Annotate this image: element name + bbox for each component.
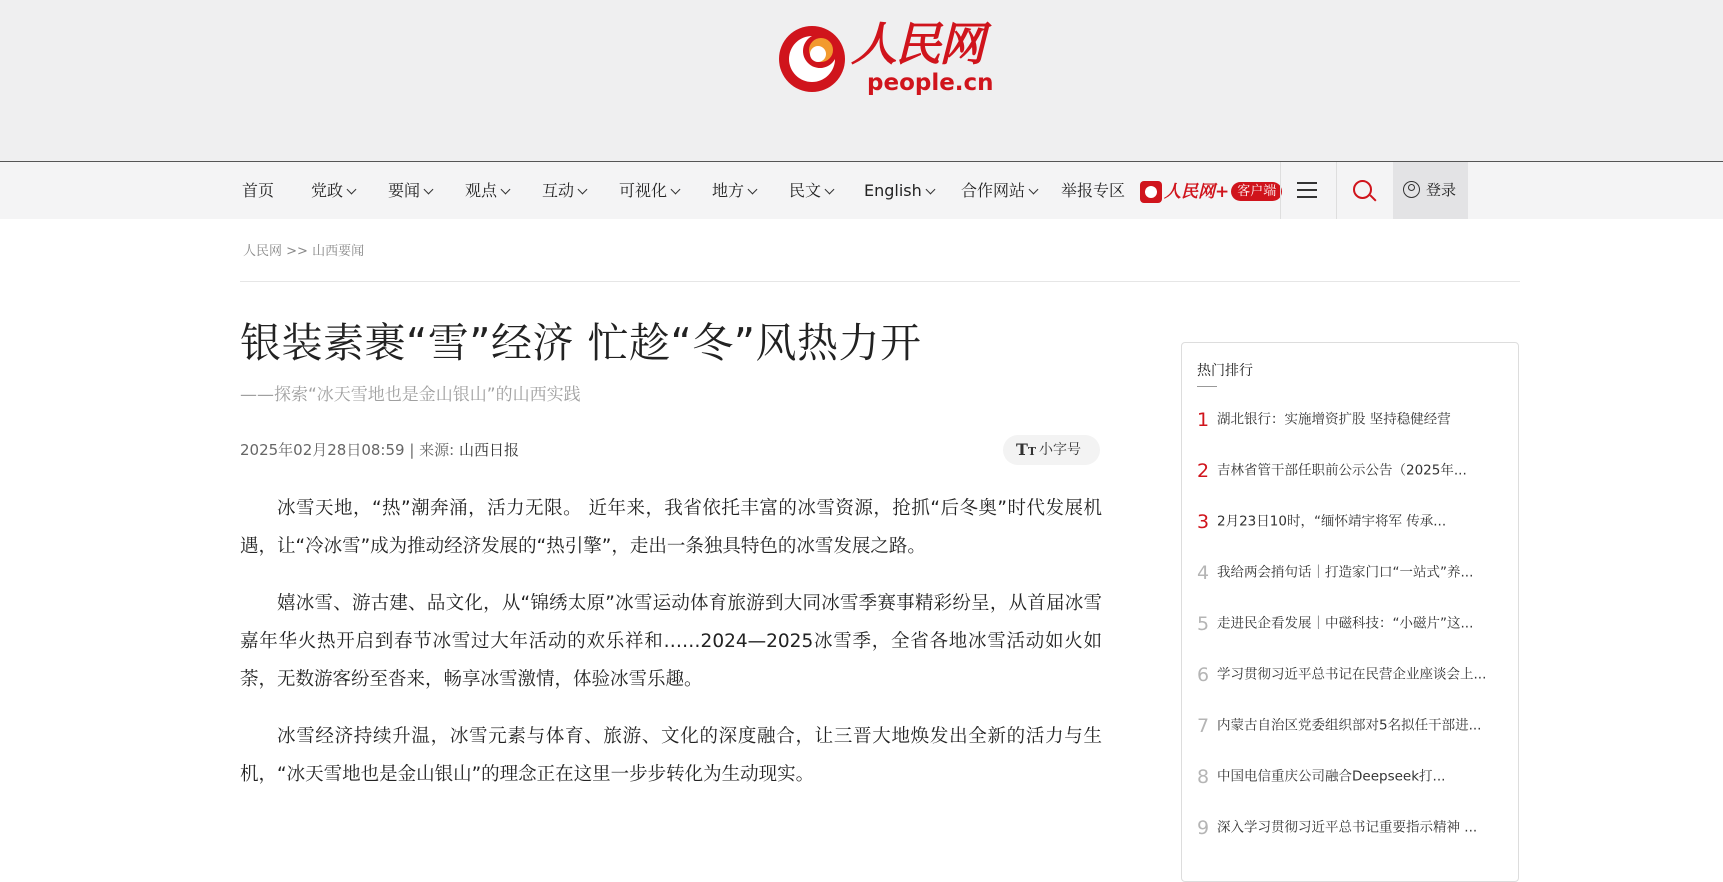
people-cn-logo[interactable] — [775, 14, 995, 104]
source-label: | 来源: — [409, 441, 455, 459]
login-button[interactable] — [1393, 162, 1468, 219]
article-paragraph: 嬉冰雪、游古建、品文化，从“锦绣太原”冰雪运动体育旅游到大同冰雪季赛事精彩纷呈，从首届冰雪嘉年华火热开启到春节冰雪过大年活动的欢乐祥和……2024—2025冰雪季，全省各地冰雪活动如火如荼，无数游客纷至沓来，畅享冰雪激情，体验冰雪乐趣。 — [240, 593, 1102, 690]
rank-number: 7 — [1197, 714, 1210, 737]
ranking-item[interactable] — [1197, 458, 1467, 482]
nav-item-label: 首页 — [242, 181, 275, 200]
rank-number: 5 — [1197, 612, 1210, 635]
ranking-item-text: 我给两会捎句话｜打造家门口“一站式”养... — [1217, 564, 1474, 581]
nav-item-news[interactable] — [388, 162, 432, 219]
chevron-down-icon — [347, 185, 357, 195]
ranking-item-text: 学习贯彻习近平总书记在民营企业座谈会上... — [1217, 666, 1487, 683]
ranking-item[interactable] — [1197, 611, 1473, 635]
rank-number: 3 — [1197, 510, 1210, 533]
rank-number: 2 — [1197, 459, 1210, 482]
article-source-link[interactable]: 山西日报 — [459, 441, 520, 459]
nav-item-label: 民文 — [789, 181, 822, 200]
login-label: 登录 — [1426, 181, 1457, 199]
nav-item-ethnic[interactable] — [789, 162, 833, 219]
nav-item-label: 党政 — [311, 181, 344, 200]
nav-item-label: 举报专区 — [1061, 181, 1126, 200]
ranking-item[interactable] — [1197, 509, 1446, 533]
chevron-down-icon — [578, 185, 588, 195]
rank-number: 4 — [1197, 561, 1210, 584]
chevron-down-icon — [501, 185, 511, 195]
people-app-icon — [1140, 181, 1162, 203]
chevron-down-icon — [925, 185, 935, 195]
article-body — [240, 490, 1102, 813]
hamburger-line — [1297, 196, 1317, 198]
article-paragraph: 冰雪经济持续升温，冰雪元素与体育、旅游、文化的深度融合，让三晋大地焕发出全新的活力与生机，“冰天雪地也是金山银山”的理念正在这里一步步转化为生动现实。 — [240, 726, 1102, 785]
site-header — [0, 0, 1723, 161]
font-size-label: 小字号 — [1039, 442, 1081, 458]
hamburger-line — [1297, 189, 1317, 191]
breadcrumb-separator: >> — [286, 244, 308, 259]
client-badge: 客户端 — [1231, 182, 1282, 201]
title-underline — [1197, 386, 1217, 387]
chevron-down-icon — [825, 185, 835, 195]
nav-item-label: 互动 — [542, 181, 575, 200]
rank-number: 6 — [1197, 663, 1210, 686]
nav-item-label: 地方 — [712, 181, 745, 200]
main-nav — [0, 161, 1723, 219]
nav-item-local[interactable] — [712, 162, 756, 219]
user-icon — [1403, 181, 1420, 198]
breadcrumb-divider — [240, 281, 1520, 282]
rank-number: 9 — [1197, 816, 1210, 839]
nav-item-report[interactable] — [1061, 162, 1125, 219]
breadcrumb-section-link[interactable]: 山西要闻 — [312, 244, 365, 259]
hamburger-line — [1297, 182, 1317, 184]
nav-item-home[interactable] — [242, 162, 274, 219]
article-title: 银装素裹“雪”经济 忙趁“冬”风热力开 — [240, 319, 922, 367]
chevron-down-icon — [671, 185, 681, 195]
nav-item-opinion[interactable] — [465, 162, 509, 219]
hot-ranking-panel — [1181, 342, 1519, 882]
ranking-item-text: 中国电信重庆公司融合Deepseek打... — [1217, 768, 1446, 785]
nav-item-label: 观点 — [465, 181, 498, 200]
breadcrumb — [243, 240, 364, 259]
ranking-item-text: 走进民企看发展｜中磁科技：“小磁片”这... — [1217, 615, 1474, 632]
ranking-item[interactable] — [1197, 764, 1445, 788]
logo-chinese-text: 人民网 — [851, 17, 983, 71]
text-size-icon: TT — [1016, 440, 1037, 459]
chevron-down-icon — [424, 185, 434, 195]
rank-number: 8 — [1197, 765, 1210, 788]
rank-number: 1 — [1197, 408, 1210, 431]
nav-item-partners[interactable] — [961, 162, 1037, 219]
ranking-item-text: 2月23日10时，“缅怀靖宇将军 传承... — [1217, 513, 1447, 530]
ranking-item[interactable] — [1197, 815, 1477, 839]
chevron-down-icon — [1029, 185, 1039, 195]
nav-item-party[interactable] — [311, 162, 355, 219]
nav-item-visual[interactable] — [619, 162, 679, 219]
logo-english-text: people.cn — [867, 70, 994, 96]
article-subtitle: ——探索“冰天雪地也是金山银山”的山西实践 — [240, 385, 581, 405]
nav-item-interact[interactable] — [542, 162, 586, 219]
article-datetime: 2025年02月28日08:59 — [240, 441, 405, 459]
hot-ranking-title: 热门排行 — [1197, 363, 1253, 379]
ranking-item[interactable] — [1197, 407, 1451, 431]
ranking-item-text: 吉林省管干部任职前公示公告（2025年... — [1217, 462, 1467, 479]
nav-item-english[interactable] — [864, 162, 934, 219]
menu-button[interactable] — [1281, 162, 1337, 219]
nav-item-label: 可视化 — [619, 181, 668, 200]
app-name: 人民网+ — [1164, 181, 1230, 202]
search-icon-handle — [1369, 194, 1376, 201]
ranking-item-text: 湖北银行：实施增资扩股 坚持稳健经营 — [1217, 411, 1451, 428]
ranking-item[interactable] — [1197, 662, 1486, 686]
nav-item-label: 要闻 — [388, 181, 421, 200]
font-size-toggle[interactable] — [1003, 435, 1100, 465]
ranking-item[interactable] — [1197, 560, 1473, 584]
ranking-item-text: 深入学习贯彻习近平总书记重要指示精神 ... — [1217, 819, 1478, 836]
chevron-down-icon — [748, 185, 758, 195]
article-meta — [240, 439, 519, 460]
nav-item-label: English — [864, 181, 922, 200]
app-download-link[interactable] — [1140, 178, 1282, 204]
search-button[interactable] — [1337, 162, 1393, 219]
ranking-item[interactable] — [1197, 713, 1481, 737]
logo-swirl-icon — [775, 22, 849, 96]
ranking-item-text: 内蒙古自治区党委组织部对5名拟任干部进... — [1217, 717, 1482, 734]
breadcrumb-home-link[interactable]: 人民网 — [243, 244, 283, 259]
nav-item-label: 合作网站 — [961, 181, 1026, 200]
article-paragraph: 冰雪天地，“热”潮奔涌，活力无限。 近年来，我省依托丰富的冰雪资源，抢抓“后冬奥”时代发展机遇，让“冷冰雪”成为推动经济发展的“热引擎”，走出一条独具特色的冰雪发展之路。 — [240, 498, 1102, 557]
